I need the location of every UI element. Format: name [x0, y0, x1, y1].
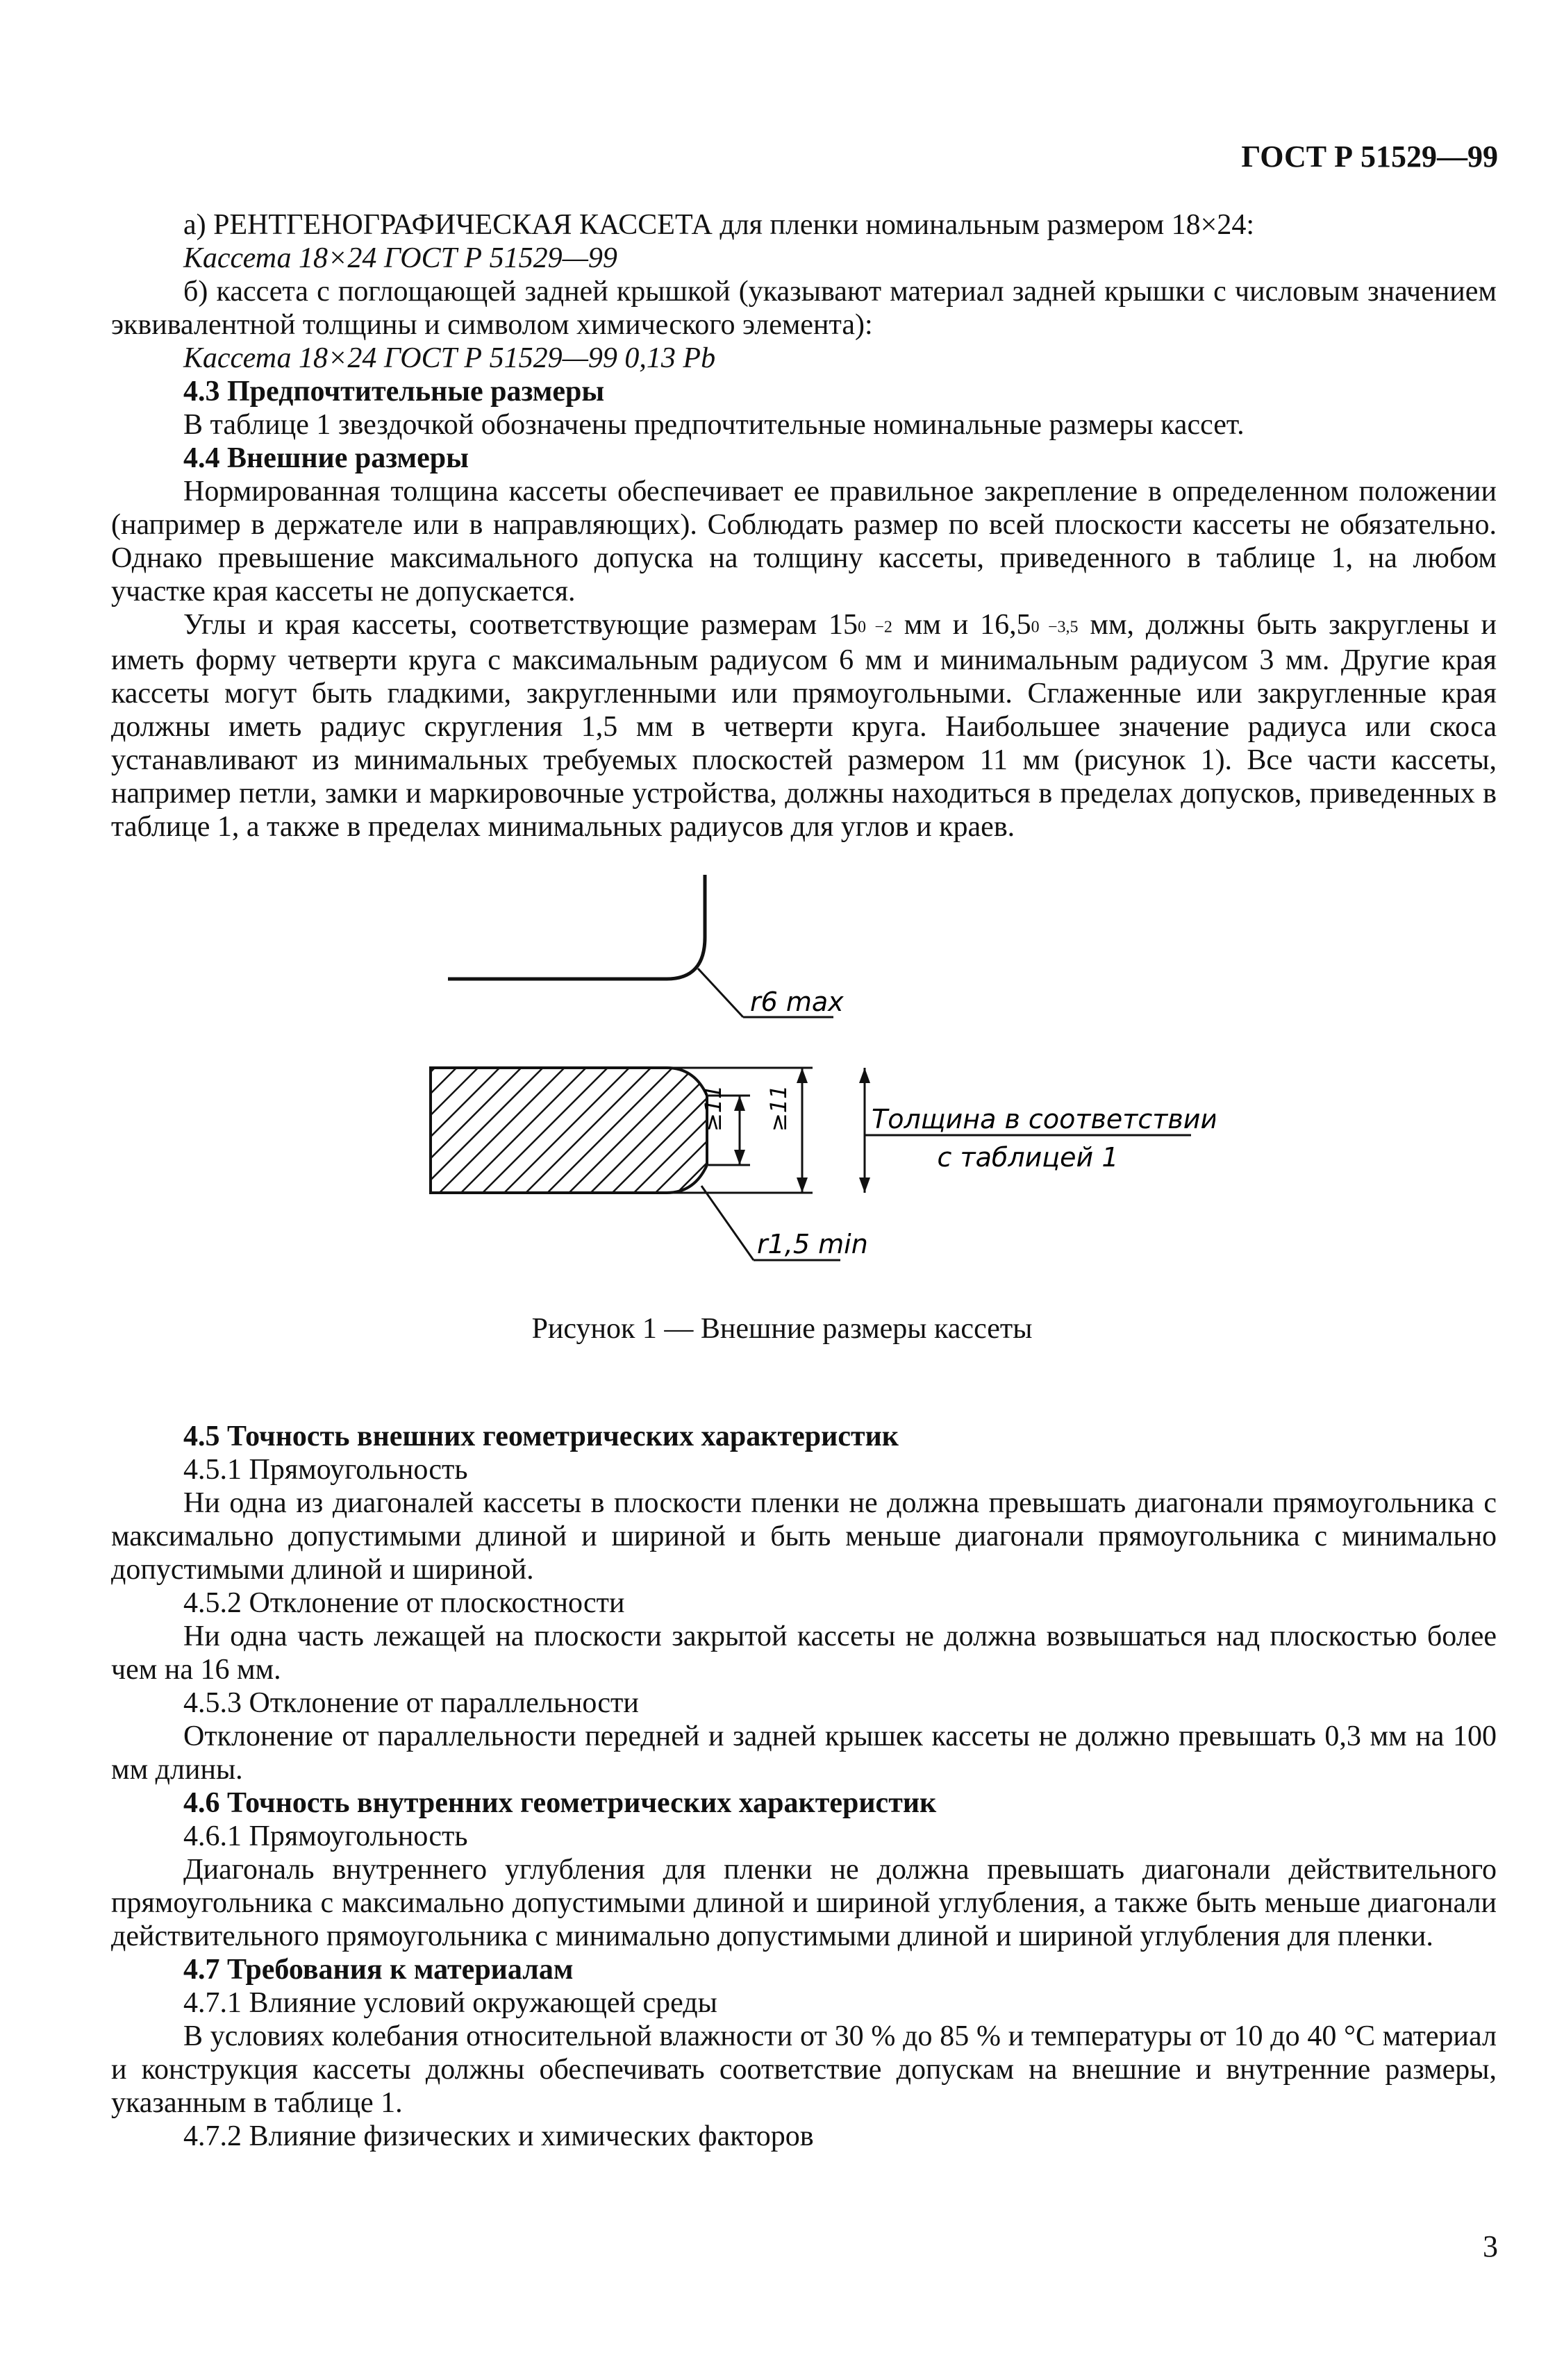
section-4-5-2-title: 4.5.2 Отклонение от плоскостности [183, 1587, 625, 1619]
section-4-7-2-title: 4.7.2 Влияние физических и химических факторов [183, 2120, 814, 2152]
section-4-4-title: 4.4 Внешние размеры [183, 442, 469, 474]
r-max-label: r6 max [750, 987, 844, 1017]
tolerance-15: 0 −2 [858, 618, 892, 637]
item-b-example: Кассета 18×24 ГОСТ Р 51529—99 0,13 Pb [183, 342, 716, 374]
section-4-5-2-text: Ни одна часть лежащей на плоскости закрытой кассеты не должна возвышаться над плоскостью более чем на 16 мм. [111, 1620, 1497, 1686]
section-4-6-1-title: 4.6.1 Прямоугольность [183, 1820, 468, 1852]
section-4-7-1-text: В условиях колебания относительной влажности от 30 % до 85 % и температуры от 10 до 40 °С материал и конструкция кассеты должны обеспечивать соответствие допускам на внешние и внутренние размеры, указанным в таблице 1. [111, 2020, 1497, 2119]
section-4-7-title: 4.7 Требования к материалам [183, 1954, 574, 1986]
section-4-5-title: 4.5 Точность внешних геометрических характеристик [183, 1421, 899, 1452]
figure-1 [389, 875, 1215, 1291]
outer-dimension-label: ≥11 [765, 1084, 792, 1132]
section-4-4-paragraph-1: Нормированная толщина кассеты обеспечивает ее правильное закрепление в определенном положении (например в держателе или в направляющих). Соблюдать размер по всей плоскости кассеты не обязательно. Однако превышение максимального допуска на толщину кассеты, приведенного в таблице 1, на любом участке края кассеты не допускается. [111, 476, 1497, 607]
inner-dimension-label: ≥11 [700, 1084, 726, 1132]
tolerance-16-5: 0 −3,5 [1031, 618, 1079, 637]
thickness-label-2: с таблицей 1 [937, 1142, 1119, 1173]
section-4-3-text: В таблице 1 звездочкой обозначены предпочтительные номинальные размеры кассет. [183, 409, 1245, 441]
r-min-label: r1,5 min [757, 1229, 868, 1259]
r-max-leader [698, 969, 743, 1017]
item-a: а) РЕНТГЕНОГРАФИЧЕСКАЯ КАССЕТА для пленки номинальным размером 18×24: [183, 209, 1255, 241]
bottom-text-block [111, 1420, 1497, 2153]
section-4-5-1-text: Ни одна из диагоналей кассеты в плоскости пленки не должна превышать диагонали прямоугольника с максимально допустимыми длиной и шириной и быть меньше диагонали прямоугольника с минимально допустимыми длиной и шириной. [111, 1487, 1497, 1586]
r-min-leader [701, 1186, 754, 1260]
thickness-label-1: Толщина в соответствии [872, 1104, 1215, 1134]
item-a-example: Кассета 18×24 ГОСТ Р 51529—99 [183, 242, 617, 274]
section-hatch [431, 1068, 708, 1193]
corner-outline [448, 875, 705, 979]
section-4-6-1-text: Диагональ внутреннего углубления для пленки не должна превышать диагонали действительного прямоугольника с максимально допустимыми длиной и шириной углубления, а также быть меньше диагонали действительного прямоугольника с минимально допустимыми длиной и шириной углубления для пленки. [111, 1854, 1497, 1952]
top-text-block [111, 208, 1497, 844]
page-header: ГОСТ Р 51529—99 [1241, 140, 1498, 174]
item-b: б) кассета с поглощающей задней крышкой (указывают материал задней крышки с числовым значением эквивалентной толщины и символом химического элемента): [111, 276, 1497, 341]
section-4-6-title: 4.6 Точность внутренних геометрических характеристик [183, 1787, 937, 1819]
section-4-3-title: 4.3 Предпочтительные размеры [183, 376, 605, 408]
page-number: 3 [1483, 2229, 1498, 2263]
figure-caption: Рисунок 1 — Внешние размеры кассеты [531, 1313, 1033, 1345]
section-4-5-3-text: Отклонение от параллельности передней и задней крышек кассеты не должно превышать 0,3 мм на 100 мм длины. [111, 1720, 1497, 1786]
section-4-7-1-title: 4.7.1 Влияние условий окружающей среды [183, 1987, 717, 2019]
section-4-5-1-title: 4.5.1 Прямоугольность [183, 1454, 468, 1486]
section-4-5-3-title: 4.5.3 Отклонение от параллельности [183, 1687, 639, 1719]
section-4-4-paragraph-2: Углы и края кассеты, соответствующие размерам 150 −2 мм и 16,50 −3,5 мм, должны быть закруглены и иметь форму четверти круга с максимальным радиусом 6 мм и минимальным радиусом 3 мм. Другие края кассеты могут быть гладкими, закругленными или прямоугольными. Сглаженные или закругленные края должны иметь радиус скругления 1,5 мм в четверти круга. Наибольшее значение радиуса или скоса устанавливают из минимальных требуемых плоскостей размером 11 мм (рисунок 1). Все части кассеты, например петли, замки и маркировочные устройства, должны находиться в пределах допусков, приведенных в таблице 1, а также в пределах минимальных радиусов для углов и краев. [111, 609, 1497, 844]
